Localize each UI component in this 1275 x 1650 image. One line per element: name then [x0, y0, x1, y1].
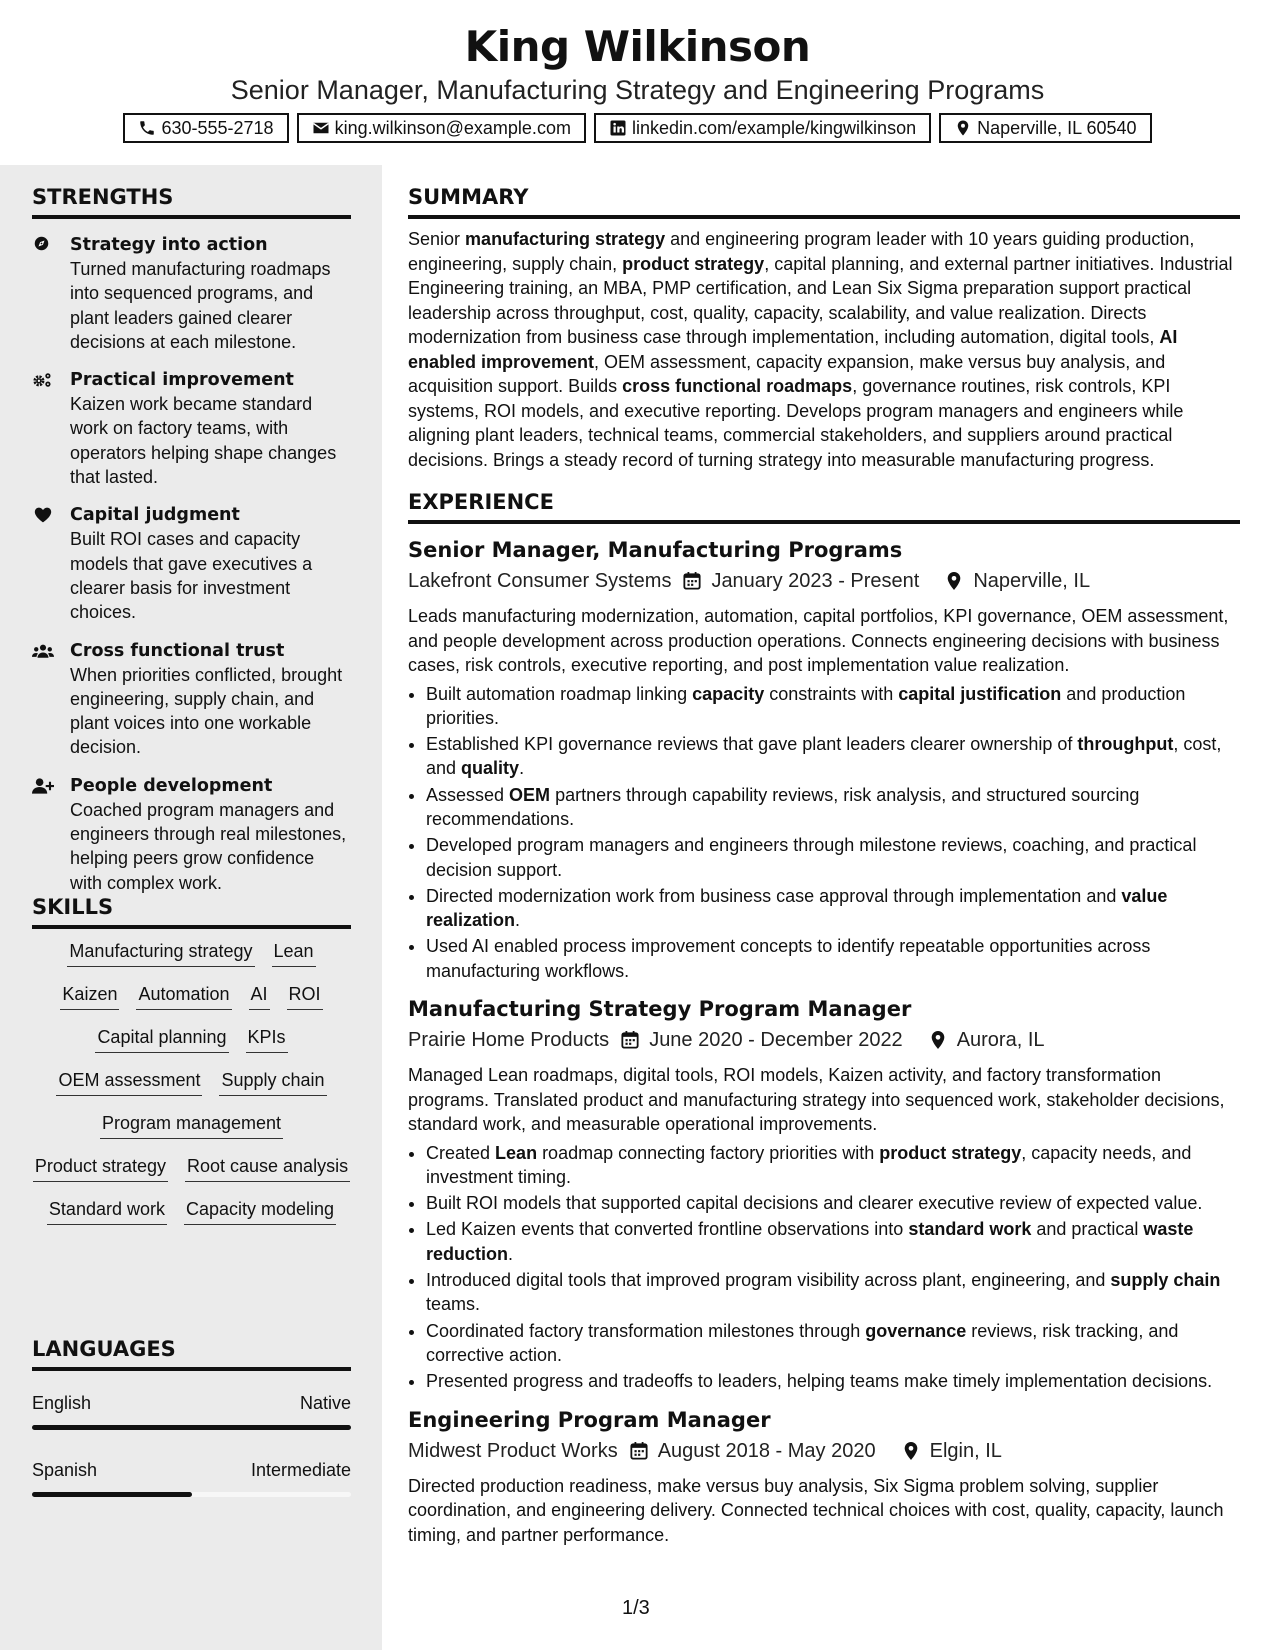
emphasis-text: waste reduction — [426, 1219, 1194, 1264]
emphasis-text: cross functional roadmaps — [622, 376, 853, 396]
emphasis-text: manufacturing strategy — [465, 229, 666, 249]
compass-icon — [32, 233, 70, 354]
text-run: Assessed — [426, 784, 510, 805]
text-run: and engineering program leader with 10 years guiding production, engineering, supply chain, — [408, 229, 1195, 274]
text-run: constraints with — [764, 683, 899, 704]
text-run: . — [515, 910, 521, 931]
skill-tag: Capital planning — [95, 1025, 228, 1053]
text-run: Introduced digital tools that improved program visibility across plant, engineering, and — [426, 1270, 1111, 1291]
language-proficiency-bar — [32, 1425, 351, 1430]
company-name: Lakefront Consumer Systems — [408, 570, 672, 592]
users-icon — [32, 639, 70, 760]
job-meta — [408, 566, 1240, 596]
skill-tag: KPIs — [246, 1025, 288, 1053]
language-proficiency-fill — [32, 1425, 351, 1430]
job-bullet — [426, 1217, 1240, 1266]
languages-section — [32, 1335, 351, 1497]
language-proficiency-bar — [32, 1492, 351, 1497]
skills-section — [32, 893, 351, 1240]
job-bullet — [426, 1191, 1240, 1215]
job-location: Aurora, IL — [956, 1029, 1045, 1052]
skill-tag: Lean — [272, 939, 316, 967]
emphasis-text: product strategy — [622, 253, 765, 274]
company-name: Midwest Product Works — [408, 1439, 618, 1462]
heart-icon — [32, 503, 70, 624]
job-entry — [408, 1406, 1240, 1548]
location-pin-icon — [954, 119, 972, 137]
text-run: Senior — [408, 229, 466, 249]
text-run: and production priorities. — [426, 683, 1186, 728]
text-run: Built ROI models that supported capital decisions and clearer executive review of expected value. — [426, 1193, 1203, 1214]
company-name: Prairie Home Products — [408, 1029, 610, 1052]
strength-title: Capital judgment — [70, 505, 240, 526]
summary-text — [408, 227, 1240, 472]
skill-tag: Program management — [100, 1111, 283, 1139]
gears-icon — [32, 368, 70, 489]
strengths-section — [32, 183, 351, 895]
job-bullet — [426, 1319, 1240, 1368]
text-run: and practical — [1031, 1219, 1144, 1240]
job-bullet — [426, 884, 1240, 933]
strength-title: Practical improvement — [70, 370, 294, 391]
skill-tag: Standard work — [47, 1197, 167, 1225]
summary-section — [408, 183, 1240, 472]
contact-phone[interactable] — [123, 113, 288, 143]
job-title: Engineering Program Manager — [408, 1407, 771, 1432]
emphasis-text: capital justification — [898, 683, 1062, 704]
contact-bar — [0, 113, 1275, 143]
main-column — [408, 165, 1240, 1547]
language-name: Spanish — [32, 1460, 98, 1480]
job-summary: Managed Lean roadmaps, digital tools, ROI models, Kaizen activity, and factory transformation programs. Translated product and manufacturing strategy into sequenced work, stakeholder decisions, standard work, and measurable operational improvements. — [408, 1065, 1225, 1135]
strength-description: Built ROI cases and capacity models that gave executives a clearer basis for investment choices. — [70, 529, 313, 623]
job-meta — [408, 1025, 1240, 1055]
skill-tag: Capacity modeling — [184, 1197, 336, 1225]
sidebar — [0, 165, 382, 1650]
job-title: Manufacturing Strategy Program Manager — [408, 997, 912, 1022]
language-item — [32, 1458, 351, 1497]
strength-item — [32, 233, 351, 354]
experience-section — [408, 488, 1240, 1547]
text-run: Presented progress and tradeoffs to leaders, helping teams make timely implementation decisions. — [426, 1371, 1213, 1392]
emphasis-text: throughput — [1077, 734, 1174, 755]
job-bullet — [426, 732, 1240, 781]
language-item — [32, 1391, 351, 1430]
calendar-icon — [618, 1441, 658, 1461]
location-text: Naperville, IL 60540 — [977, 118, 1137, 138]
linkedin-text: linkedin.com/example/kingwilkinson — [631, 118, 917, 138]
contact-location — [939, 113, 1151, 143]
strength-description: When priorities conflicted, brought engineering, supply chain, and plant voices into one workable decision. — [70, 664, 343, 758]
strength-item — [32, 639, 351, 760]
strength-title: Cross functional trust — [70, 640, 285, 661]
skill-tag: Product strategy — [33, 1154, 168, 1182]
job-bullet — [426, 934, 1240, 983]
job-dates: August 2018 - May 2020 — [657, 1439, 876, 1462]
text-run: roadmap connecting factory priorities with — [537, 1142, 880, 1163]
user-plus-icon — [32, 774, 70, 895]
emphasis-text: quality — [461, 758, 520, 779]
job-bullet — [426, 1369, 1240, 1393]
emphasis-text: value realization — [426, 885, 1168, 931]
text-run: . — [519, 758, 525, 779]
text-run: , capital planning, and external partner initiatives. Industrial Engineering training, an MBA, PMP certification, and Lean Six Sigma preparation support practical leadership across throughput, cost, quality, capacity, scalability, and value realization. Directs modernization from business case through implementation, including automation, digital tools, — [408, 253, 1233, 347]
emphasis-text: standard work — [908, 1219, 1032, 1240]
emphasis-text: AI enabled improvement — [408, 327, 1178, 372]
skills-list — [32, 939, 351, 1240]
job-title: Senior Manager, Manufacturing Programs — [408, 538, 903, 562]
text-run: , cost, and — [426, 734, 1222, 779]
email-text: king.wilkinson@example.com — [334, 118, 571, 138]
job-entry — [408, 536, 1240, 983]
job-dates: June 2020 - December 2022 — [649, 1029, 903, 1052]
experience-heading: EXPERIENCE — [408, 488, 1240, 524]
phone-icon — [138, 119, 156, 137]
emphasis-text: product strategy — [879, 1142, 1022, 1163]
job-meta — [408, 1436, 1240, 1466]
job-dates: January 2023 - Present — [711, 570, 920, 592]
text-run: Coordinated factory transformation milestones through — [426, 1320, 866, 1341]
calendar-icon — [671, 571, 711, 591]
languages-heading: LANGUAGES — [32, 1335, 351, 1371]
text-run: partners through capability reviews, risk analysis, and structured sourcing recommendations. — [426, 784, 1140, 829]
location-pin-icon — [917, 1030, 957, 1050]
job-bullets — [408, 1141, 1240, 1394]
job-location: Elgin, IL — [929, 1439, 1002, 1462]
strength-description: Coached program managers and engineers through real milestones, helping peers grow confidence with complex work. — [70, 799, 347, 893]
linkedin-icon — [609, 119, 627, 137]
strengths-heading: STRENGTHS — [32, 183, 351, 219]
location-pin-icon — [890, 1441, 930, 1461]
language-proficiency-fill — [32, 1492, 192, 1497]
text-run: Created — [426, 1142, 496, 1163]
text-run: , OEM assessment, capacity expansion, make versus buy analysis, and acquisition support. Builds — [408, 351, 1166, 396]
emphasis-text: governance — [865, 1320, 967, 1341]
job-bullet — [426, 833, 1240, 882]
strength-item — [32, 503, 351, 624]
skill-tag: Root cause analysis — [185, 1154, 350, 1182]
text-run: Directed modernization work from business case approval through implementation and — [426, 885, 1122, 906]
skill-tag: ROI — [287, 982, 323, 1010]
emphasis-text: OEM — [509, 784, 551, 805]
language-level: Intermediate — [250, 1460, 351, 1480]
skill-tag: OEM assessment — [56, 1068, 202, 1096]
text-run: reviews, risk tracking, and corrective action. — [426, 1320, 1179, 1365]
text-run: Built automation roadmap linking — [426, 683, 693, 704]
skill-tag: Manufacturing strategy — [67, 939, 254, 967]
resume-header — [0, 0, 1275, 165]
skill-tag: AI — [249, 982, 270, 1010]
candidate-title: Senior Manager, Manufacturing Strategy and Engineering Programs — [230, 75, 1045, 105]
skills-heading: SKILLS — [32, 893, 351, 929]
skill-tag: Supply chain — [219, 1068, 326, 1096]
strength-description: Kaizen work became standard work on factory teams, with operators helping shape changes that lasted. — [70, 394, 337, 488]
job-bullets — [408, 682, 1240, 984]
emphasis-text: supply chain — [1110, 1270, 1221, 1291]
text-run: teams. — [426, 1294, 481, 1315]
job-location: Naperville, IL — [973, 570, 1091, 592]
calendar-icon — [609, 1030, 649, 1050]
language-level: Native — [299, 1393, 351, 1413]
skill-tag: Automation — [136, 982, 231, 1010]
phone-text: 630-555-2718 — [161, 118, 274, 138]
contact-email[interactable] — [297, 113, 586, 143]
envelope-icon — [312, 119, 330, 137]
job-list — [408, 536, 1240, 1547]
language-name: English — [32, 1393, 92, 1413]
text-run: Developed program managers and engineers through milestone reviews, coaching, and practical decision support. — [426, 835, 1197, 880]
job-summary: Directed production readiness, make versus buy analysis, Six Sigma problem solving, supplier coordination, and engineering delivery. Connected technical choices with cost, quality, capacity, launch timing, and partner performance. — [408, 1475, 1224, 1545]
job-bullet — [426, 783, 1240, 832]
skill-tag: Kaizen — [60, 982, 119, 1010]
strength-description: Turned manufacturing roadmaps into sequenced programs, and plant leaders gained clearer decisions at each milestone. — [70, 259, 331, 352]
location-pin-icon — [933, 571, 973, 591]
text-run: . — [508, 1243, 514, 1264]
candidate-name: King Wilkinson — [464, 22, 811, 71]
emphasis-text: capacity — [692, 683, 765, 704]
text-run: Used AI enabled process improvement concepts to identify repeatable opportunities across manufacturing workflows. — [426, 936, 1151, 981]
emphasis-text: Lean — [495, 1142, 538, 1163]
contact-linkedin[interactable] — [594, 113, 931, 143]
job-entry — [408, 995, 1240, 1393]
strength-item — [32, 368, 351, 489]
strength-title: Strategy into action — [70, 235, 268, 255]
text-run: Led Kaizen events that converted frontline observations into — [426, 1219, 909, 1240]
job-bullet — [426, 682, 1240, 731]
job-summary: Leads manufacturing modernization, automation, capital portfolios, KPI governance, OEM assessment, and people development across production operations. Connects engineering decisions with business cases, risk controls, executive reporting, and post implementation value realization. — [408, 606, 1229, 675]
strength-title: People development — [70, 775, 273, 796]
job-bullet — [426, 1141, 1240, 1190]
text-run: , governance routines, risk controls, KPI systems, ROI models, and executive reporting. Develops program managers and engineers while aligning plant leaders, technical teams, commercial stakeholders, and suppliers around practical decisions. Brings a steady record of turning strategy into measurable manufacturing progress. — [408, 376, 1184, 470]
text-run: , capacity needs, and investment timing. — [426, 1142, 1192, 1187]
job-bullet — [426, 1268, 1240, 1317]
text-run: Established KPI governance reviews that gave plant leaders clearer ownership of — [426, 734, 1078, 755]
summary-heading: SUMMARY — [408, 183, 1240, 219]
page-indicator: 1/3 — [622, 1597, 650, 1619]
strength-item — [32, 774, 351, 895]
